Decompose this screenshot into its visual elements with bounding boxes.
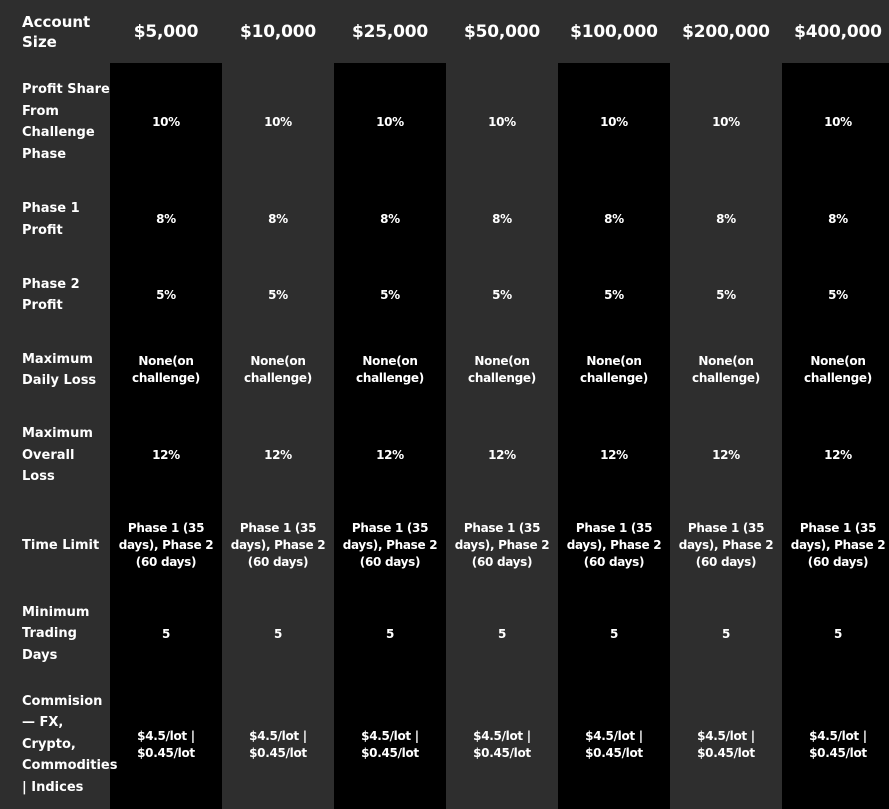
table-header — [0, 0, 889, 63]
table-cell: $4.5/lot | $0.45/lot — [697, 728, 755, 760]
row-label: Phase 2 Profit — [22, 276, 80, 313]
table-cell: 5 — [497, 626, 507, 641]
table-row — [0, 181, 889, 258]
table-row — [0, 503, 889, 588]
table-cell: 10% — [600, 114, 628, 129]
column-header: $5,000 — [133, 21, 199, 42]
table-cell: 8% — [156, 212, 176, 226]
table-cell: 5 — [273, 626, 283, 641]
table-cell: 5 — [833, 626, 843, 641]
table-cell: Phase 1 (35 days), Phase 2 (60 days) — [454, 521, 550, 569]
table-cell: 8% — [828, 212, 848, 226]
table-cell: 5% — [156, 287, 176, 302]
table-cell: None(on challenge) — [692, 354, 760, 385]
row-label: Profit Share From Challenge Phase — [22, 82, 110, 162]
column-header: $50,000 — [463, 21, 541, 42]
table-cell: None(on challenge) — [132, 354, 200, 385]
table-cell: 10% — [824, 114, 852, 129]
table-cell: None(on challenge) — [468, 354, 536, 385]
table-cell: 10% — [264, 114, 292, 129]
table-row — [0, 588, 889, 680]
row-label: Maximum Daily Loss — [22, 351, 97, 388]
row-label: Minimum Trading Days — [22, 604, 90, 663]
table-cell: 8% — [716, 212, 736, 226]
table-cell: 5% — [716, 287, 736, 302]
table-cell: 8% — [492, 212, 512, 226]
table-row — [0, 258, 889, 332]
table-cell: 10% — [152, 114, 180, 129]
table-row — [0, 63, 889, 181]
table-cell: 8% — [604, 212, 624, 226]
table-cell: 5 — [385, 626, 395, 641]
row-label: Time Limit — [22, 537, 100, 553]
table-cell: 12% — [600, 448, 628, 462]
table-cell: 10% — [376, 114, 404, 129]
table-cell: $4.5/lot | $0.45/lot — [137, 728, 195, 760]
table-cell: 5% — [492, 287, 512, 302]
table-row — [0, 408, 889, 503]
column-header: $400,000 — [794, 21, 882, 42]
table-cell: 5% — [268, 287, 288, 302]
table-cell: 8% — [380, 212, 400, 226]
row-label: Commision — FX, Crypto, Commodities | Indices — [22, 693, 118, 795]
row-label: Phase 1 Profit — [22, 201, 80, 238]
table-cell: None(on challenge) — [580, 354, 648, 385]
table-cell: $4.5/lot | $0.45/lot — [473, 728, 531, 760]
table-cell: 5 — [161, 626, 171, 641]
table-cell: $4.5/lot | $0.45/lot — [585, 728, 643, 760]
table-row — [0, 680, 889, 809]
table-cell: 12% — [376, 448, 404, 462]
table-cell: 12% — [712, 448, 740, 462]
table-cell: 10% — [488, 114, 516, 129]
table-cell: Phase 1 (35 days), Phase 2 (60 days) — [566, 521, 662, 569]
table-cell: None(on challenge) — [804, 354, 872, 385]
table-cell: Phase 1 (35 days), Phase 2 (60 days) — [230, 521, 326, 569]
column-header: $200,000 — [682, 21, 770, 42]
table-cell: None(on challenge) — [244, 354, 312, 385]
table-cell: 5% — [380, 287, 400, 302]
table-cell: $4.5/lot | $0.45/lot — [809, 728, 867, 760]
table-cell: Phase 1 (35 days), Phase 2 (60 days) — [118, 521, 214, 569]
table-row — [0, 332, 889, 408]
column-header: $25,000 — [351, 21, 429, 42]
row-label: Maximum Overall Loss — [22, 426, 93, 485]
column-header: $10,000 — [239, 21, 317, 42]
table-cell: 12% — [488, 448, 516, 462]
table-cell: $4.5/lot | $0.45/lot — [361, 728, 419, 760]
table-cell: 5% — [828, 287, 848, 302]
table-cell: 5 — [609, 626, 619, 641]
table-cell: 5% — [604, 287, 624, 302]
table-cell: 12% — [824, 448, 852, 462]
table-cell: 12% — [152, 448, 180, 462]
table-cell: 8% — [268, 212, 288, 226]
table-cell: Phase 1 (35 days), Phase 2 (60 days) — [790, 521, 886, 569]
header-label-account-size: Account Size — [22, 12, 91, 51]
table-cell: 10% — [712, 114, 740, 129]
column-header: $100,000 — [570, 21, 658, 42]
table-cell: Phase 1 (35 days), Phase 2 (60 days) — [678, 521, 774, 569]
table-cell: $4.5/lot | $0.45/lot — [249, 728, 307, 760]
table-cell: Phase 1 (35 days), Phase 2 (60 days) — [342, 521, 438, 569]
table-cell: None(on challenge) — [356, 354, 424, 385]
table-cell: 12% — [264, 448, 292, 462]
table-cell: 5 — [721, 626, 731, 641]
